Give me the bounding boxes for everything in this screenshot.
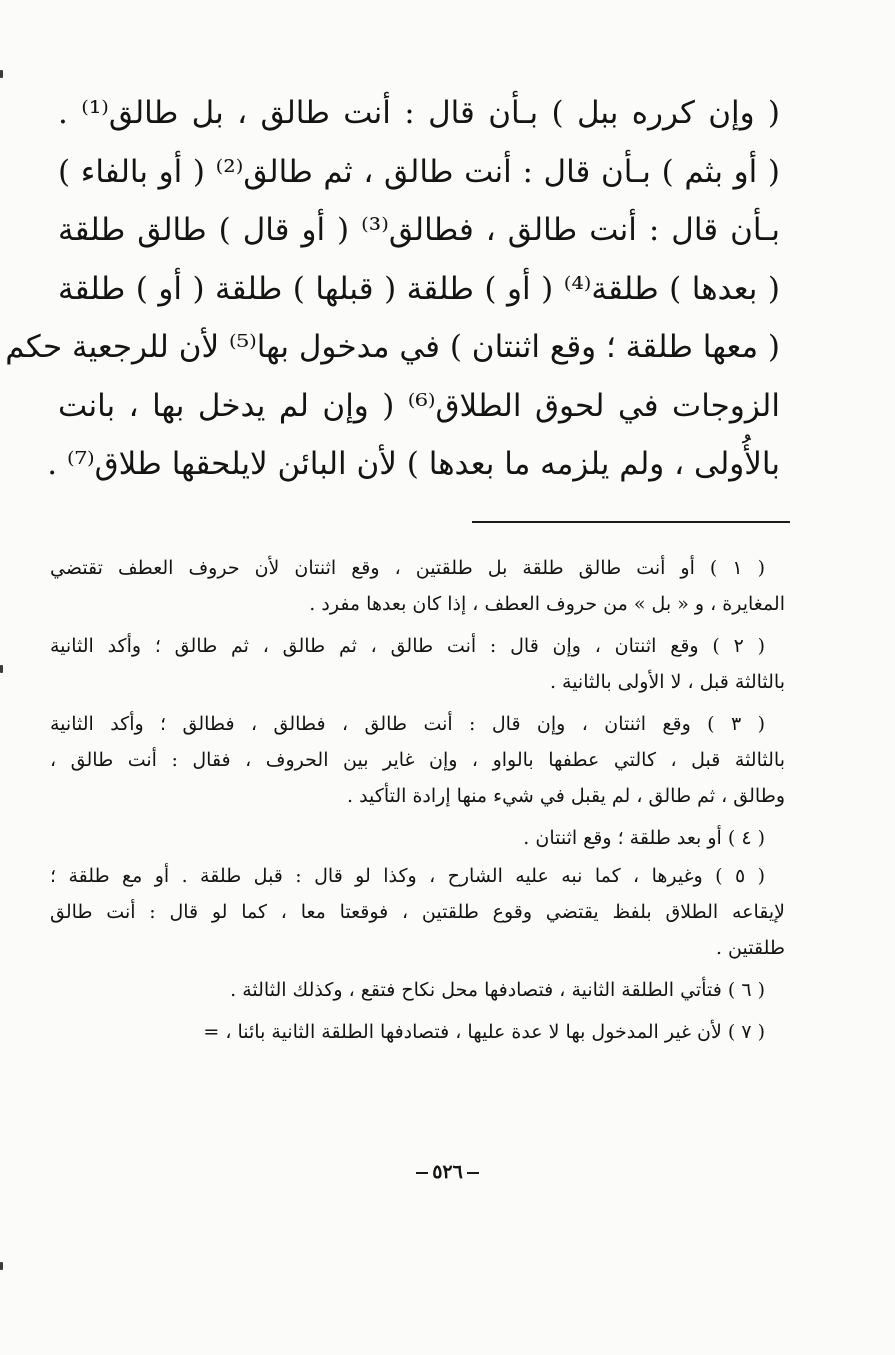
footnote-line: ( ٣ ) وقع اثنتان ، وإن قال : أنت طالق ، فطالق ، فطالق ؛ وأكد الثانية (50, 713, 766, 735)
footnote-1 (50, 550, 785, 622)
main-text-line: ( وإن كرره ببل ) بـأن قال : أنت طالق ، بل طالق⁽¹⁾ . (58, 95, 780, 131)
main-text-line: ( معها طلقة ؛ وقع اثنتان ) في مدخول بها⁽⁵⁾ لأن للرجعية حكم (5, 329, 780, 365)
footnote-5 (50, 858, 785, 966)
footnote-line: ( ٤ ) أو بعد طلقة ؛ وقع اثنتان . (523, 827, 765, 849)
main-text-line: ( بعدها ) طلقة⁽⁴⁾ ( أو ) طلقة ( قبلها ) طلقة ( أو ) طلقة (58, 270, 780, 307)
main-text-line: الزوجات في لحوق الطلاق⁽⁶⁾ ( وإن لم يدخل بها ، بانت (58, 387, 780, 424)
page-number-value: ٥٢٦ (432, 1161, 463, 1183)
main-text-line: بالأُولى ، ولم يلزمه ما بعدها ) لأن البائن لايلحقها طلاق⁽⁷⁾ . (47, 446, 780, 482)
main-text-block (5, 84, 780, 494)
scan-edge-mark (0, 70, 3, 78)
footnote-3 (50, 706, 785, 814)
footnote-line: بالثالثة قبل ، كالتي عطفها بالواو ، وإن غاير بين الحروف ، فقال : أنت طالق ، (50, 749, 785, 771)
footnote-line: ( ٧ ) لأن غير المدخول بها لا عدة عليها ، فتصادفها الطلقة الثانية بائنا ، = (203, 1021, 765, 1043)
page-number (0, 1154, 895, 1190)
footnote-line: لإيقاعه الطلاق بلفظ يقتضي وقوع طلقتين ، فوقعتا معا ، كما لو قال : أنت طالق (50, 901, 785, 923)
main-text-line: ( أو بثم ) بـأن قال : أنت طالق ، ثم طالق⁽²⁾ ( أو بالفاء ) (58, 153, 780, 190)
footnote-line: طلقتين . (715, 937, 785, 959)
footnote-7 (50, 1014, 785, 1050)
footnote-line: ( ٢ ) وقع اثنتان ، وإن قال : أنت طالق ، ثم طالق ، ثم طالق ؛ وأكد الثانية (50, 635, 765, 657)
footnote-line: وطالق ، ثم طالق ، لم يقبل في شيء منها إرادة التأكيد . (347, 785, 785, 807)
footnote-line: ( ١ ) أو أنت طالق طلقة بل طلقتين ، وقع اثنتان لأن حروف العطف تقتضي (50, 557, 765, 579)
scan-edge-mark (0, 665, 3, 673)
page-number-dash (467, 1172, 479, 1174)
footnote-separator-line (472, 521, 790, 523)
footnote-line: ( ٦ ) فتأتي الطلقة الثانية ، فتصادفها محل نكاح فتقع ، وكذلك الثالثة . (230, 979, 765, 1001)
footnote-6 (50, 972, 785, 1008)
footnote-line: ( ٥ ) وغيرها ، كما نبه عليه الشارح ، وكذا لو قال : قبل طلقة . أو مع طلقة ؛ (50, 865, 765, 887)
main-text-line: بـأن قال : أنت طالق ، فطالق⁽³⁾ ( أو قال ) طالق طلقة (58, 212, 780, 248)
page-number-dash (416, 1172, 428, 1174)
footnote-line: بالثالثة قبل ، لا الأولى بالثانية . (549, 671, 785, 693)
footnote-2 (50, 628, 785, 700)
footnote-line: المغايرة ، و « بل » من حروف العطف ، إذا كان بعدها مفرد . (309, 593, 785, 615)
scan-edge-mark (0, 1262, 3, 1270)
footnote-4 (50, 820, 785, 856)
footnotes-block (50, 550, 785, 1056)
